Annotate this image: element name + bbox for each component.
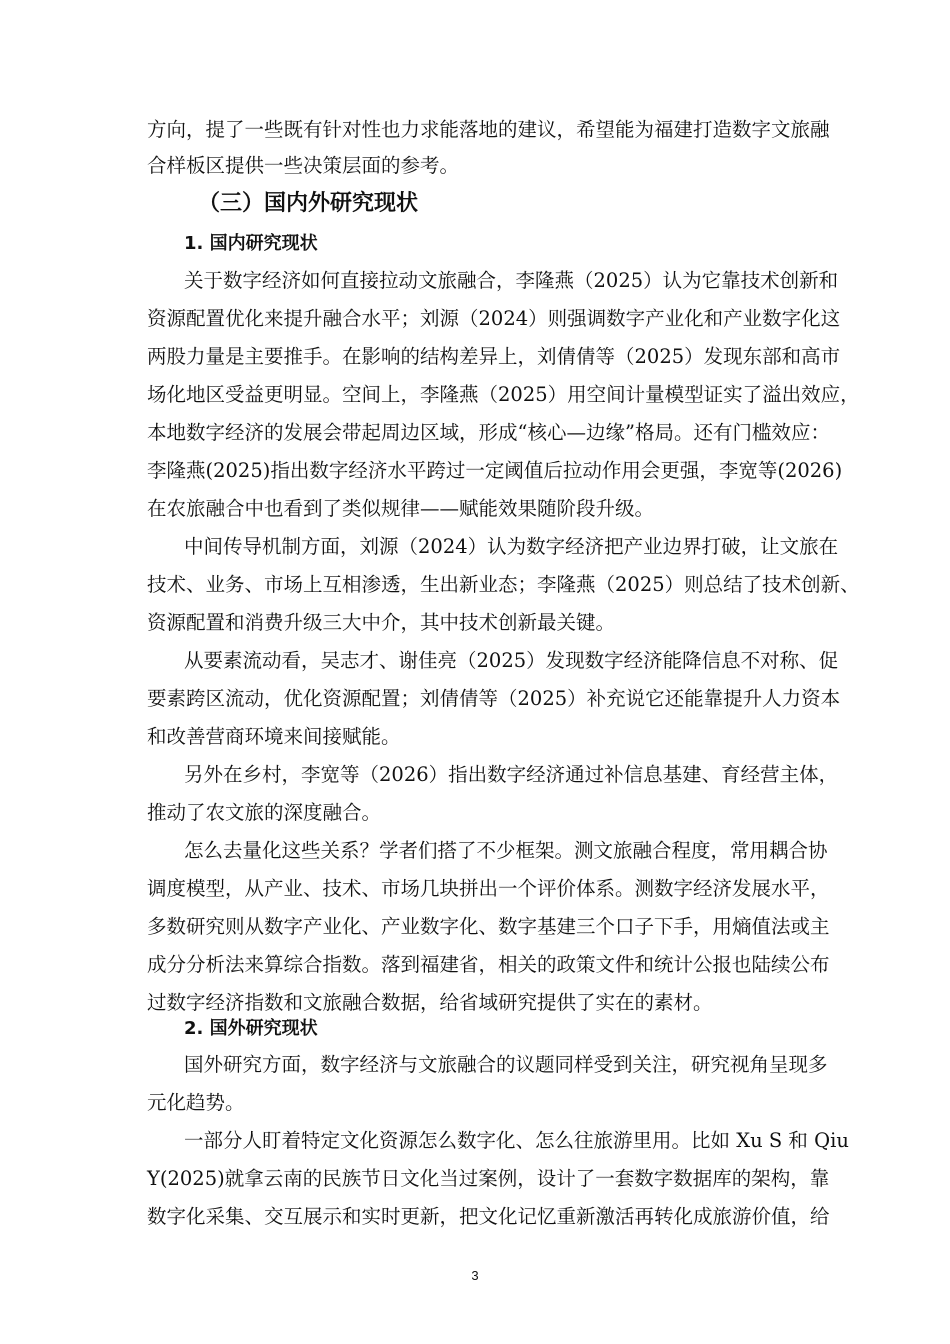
- paragraph-line: 从要素流动看，吴志才、谢佳亮（2025）发现数字经济能降信息不对称、促: [184, 649, 839, 672]
- paragraph-line: Y(2025)就拿云南的民族节日文化当过案例，设计了一套数字数据库的架构，靠: [147, 1167, 830, 1190]
- paragraph-line: 本地数字经济的发展会带起周边区域，形成“核心—边缘”格局。还有门槛效应：: [147, 421, 830, 444]
- paragraph-line: 场化地区受益更明显。空间上，李隆燕（2025）用空间计量模型证实了溢出效应，: [147, 383, 860, 406]
- paragraph-line: 推动了农文旅的深度融合。: [147, 801, 382, 824]
- paragraph-line: 在农旅融合中也看到了类似规律——赋能效果随阶段升级。: [147, 497, 655, 520]
- paragraph-line: 一部分人盯着特定文化资源怎么数字化、怎么往旅游里用。比如 Xu S 和 Qiu: [184, 1129, 849, 1152]
- paragraph-line: 多数研究则从数字产业化、产业数字化、数字基建三个口子下手，用熵值法或主: [147, 915, 830, 938]
- paragraph-line: 过数字经济指数和文旅融合数据，给省域研究提供了实在的素材。: [147, 991, 713, 1014]
- section-heading: （三）国内外研究现状: [198, 191, 419, 216]
- paragraph-line: 国外研究方面，数字经济与文旅融合的议题同样受到关注，研究视角呈现多: [184, 1053, 828, 1076]
- paragraph-line: 关于数字经济如何直接拉动文旅融合，李隆燕（2025）认为它靠技术创新和: [184, 269, 839, 292]
- paragraph-line: 方向，提了一些既有针对性也力求能落地的建议，希望能为福建打造数字文旅融: [147, 118, 830, 141]
- paragraph-line: 和改善营商环境来间接赋能。: [147, 725, 401, 748]
- paragraph-line: 成分分析法来算综合指数。落到福建省，相关的政策文件和统计公报也陆续公布: [147, 953, 830, 976]
- sub-heading-domestic: 1. 国内研究现状: [184, 233, 318, 254]
- paragraph-line: 李隆燕(2025)指出数字经济水平跨过一定阈值后拉动作用会更强，李宽等(2026): [147, 459, 843, 482]
- paragraph-line: 两股力量是主要推手。在影响的结构差异上，刘倩倩等（2025）发现东部和高市: [147, 345, 841, 368]
- paragraph-line: 资源配置和消费升级三大中介，其中技术创新最关键。: [147, 611, 616, 634]
- paragraph-line: 中间传导机制方面，刘源（2024）认为数字经济把产业边界打破，让文旅在: [184, 535, 839, 558]
- paragraph-line: 资源配置优化来提升融合水平；刘源（2024）则强调数字产业化和产业数字化这: [147, 307, 841, 330]
- page-number: 3: [471, 1268, 479, 1283]
- sub-heading-foreign: 2. 国外研究现状: [184, 1018, 318, 1039]
- paragraph-line: 合样板区提供一些决策层面的参考。: [147, 154, 460, 177]
- paragraph-line: 技术、业务、市场上互相渗透，生出新业态；李隆燕（2025）则总结了技术创新、: [147, 573, 860, 596]
- paragraph-line: 怎么去量化这些关系？学者们搭了不少框架。测文旅融合程度，常用耦合协: [184, 839, 828, 862]
- paragraph-line: 元化趋势。: [147, 1091, 245, 1114]
- paragraph-line: 调度模型，从产业、技术、市场几块拼出一个评价体系。测数字经济发展水平，: [147, 877, 830, 900]
- paragraph-line: 另外在乡村，李宽等（2026）指出数字经济通过补信息基建、育经营主体，: [184, 763, 839, 786]
- paragraph-line: 要素跨区流动，优化资源配置；刘倩倩等（2025）补充说它还能靠提升人力资本: [147, 687, 841, 710]
- paragraph-line: 数字化采集、交互展示和实时更新，把文化记忆重新激活再转化成旅游价值，给: [147, 1205, 830, 1228]
